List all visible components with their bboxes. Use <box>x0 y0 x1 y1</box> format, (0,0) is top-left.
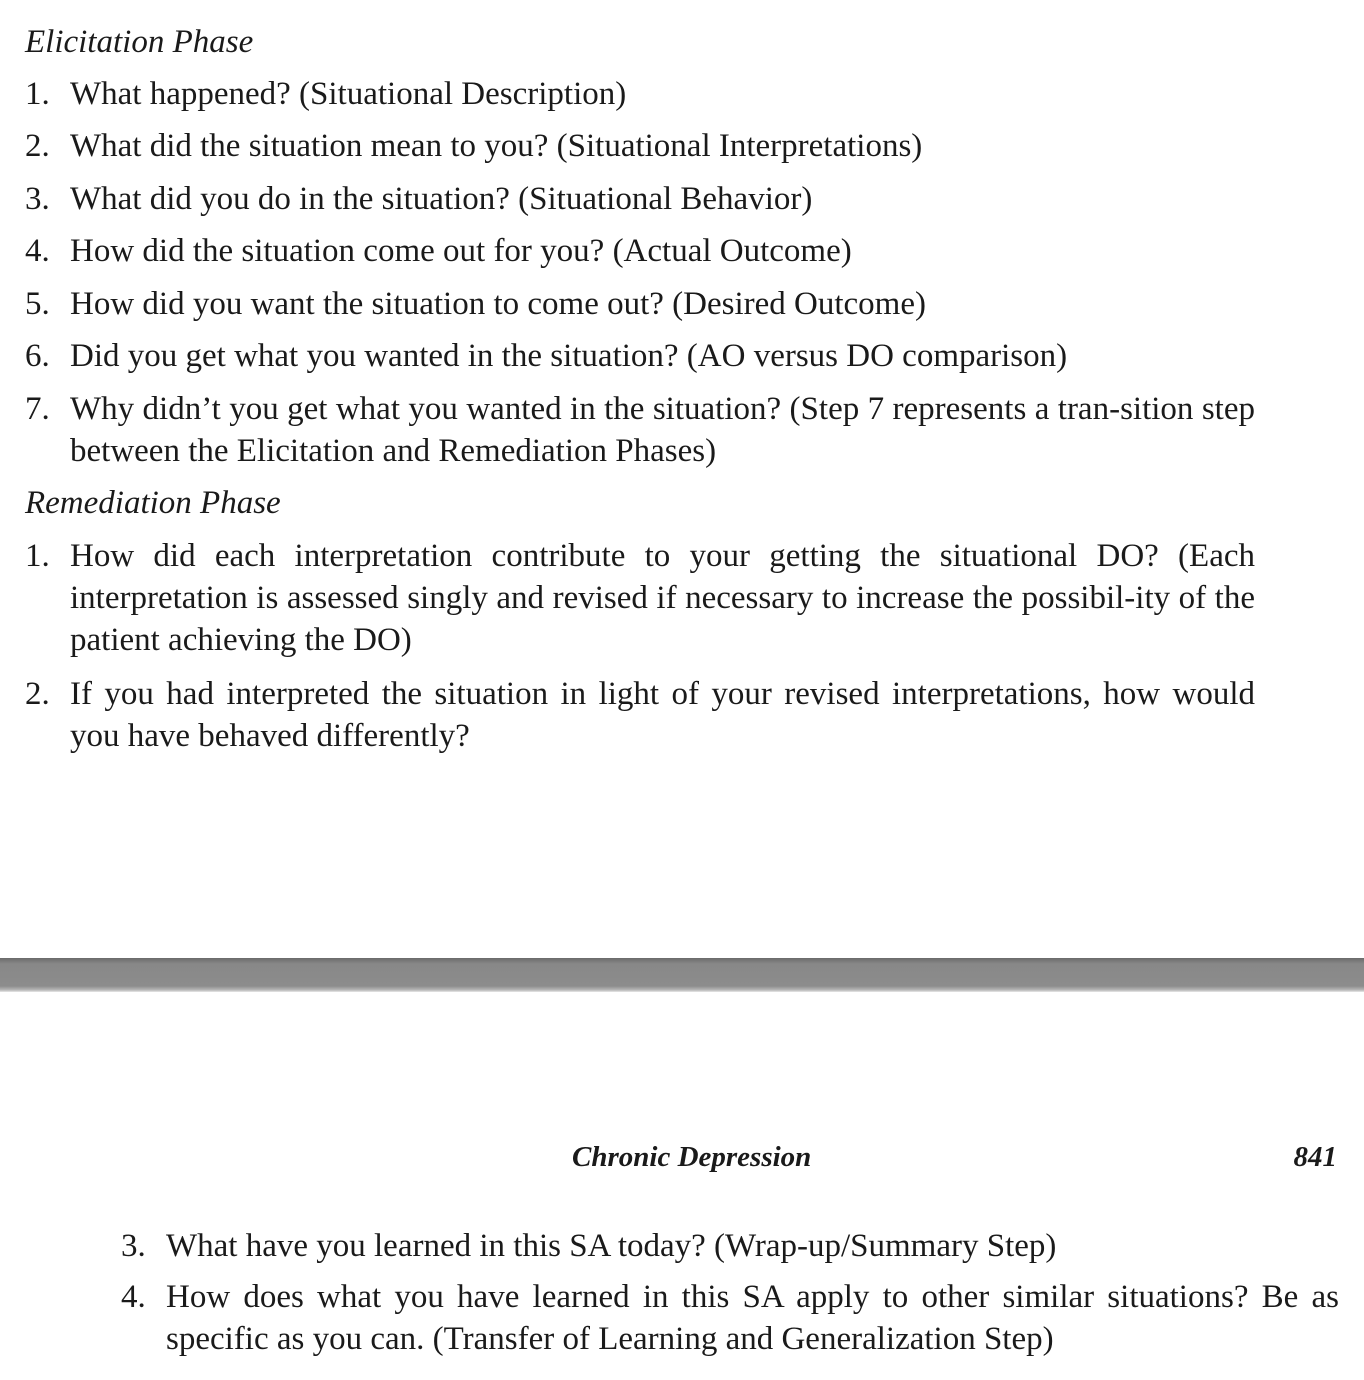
item-text: What have you learned in this SA today? (Wrap-up/Summary Step) <box>166 1228 1057 1264</box>
item-number: 7. <box>25 391 50 427</box>
item-number: 1. <box>25 538 50 574</box>
item-text: Why didn’t you get what you wanted in the situation? (Step 7 represents a tran-sition step between the Elicitation and Remediation Phases) <box>70 391 1255 469</box>
item-number: 1. <box>25 76 50 112</box>
lower-page <box>0 992 1364 1380</box>
item-text: How did you want the situation to come out? (Desired Outcome) <box>70 286 926 322</box>
item-text: What did the situation mean to you? (Situational Interpretations) <box>70 128 923 164</box>
item-text: How did the situation come out for you? (Actual Outcome) <box>70 233 852 269</box>
item-number: 4. <box>25 233 50 269</box>
item-text: If you had interpreted the situation in light of your revised interpretations, how would you have behaved differently? <box>70 676 1255 754</box>
item-text: What did you do in the situation? (Situational Behavior) <box>70 181 813 217</box>
item-number: 3. <box>25 181 50 217</box>
elicitation-item-1 <box>25 73 1255 115</box>
item-number: 6. <box>25 338 50 374</box>
elicitation-item-3 <box>25 178 1255 220</box>
item-text: Did you get what you wanted in the situation? (AO versus DO comparison) <box>70 338 1068 374</box>
remediation-phase-heading: Remediation Phase <box>25 485 281 521</box>
elicitation-item-5 <box>25 283 1255 325</box>
elicitation-item-4 <box>25 230 1255 272</box>
item-number: 3. <box>121 1228 146 1264</box>
elicitation-phase-heading: Elicitation Phase <box>25 24 254 60</box>
continued-item-3 <box>121 1225 1339 1267</box>
item-number: 4. <box>121 1279 146 1315</box>
item-text: How does what you have learned in this SA apply to other similar situations? Be as specific as you can. (Transfer of Learning and Generalization Step) <box>166 1279 1339 1357</box>
elicitation-item-6 <box>25 335 1255 377</box>
item-number: 2. <box>25 676 50 712</box>
remediation-item-1 <box>25 535 1255 661</box>
item-number: 2. <box>25 128 50 164</box>
remediation-item-2 <box>25 673 1255 757</box>
page-break-divider <box>0 958 1364 992</box>
page-number: 841 <box>1293 1141 1337 1173</box>
running-head: Chronic Depression <box>572 1141 812 1173</box>
item-number: 5. <box>25 286 50 322</box>
item-text: How did each interpretation contribute to your getting the situational DO? (Each interpretation is assessed singly and revised if necessary to increase the possibil-ity of the patient achieving the DO) <box>70 538 1255 658</box>
item-text: What happened? (Situational Description) <box>70 76 627 112</box>
continued-item-4 <box>121 1276 1339 1360</box>
elicitation-item-7 <box>25 388 1255 472</box>
elicitation-item-2 <box>25 125 1255 167</box>
